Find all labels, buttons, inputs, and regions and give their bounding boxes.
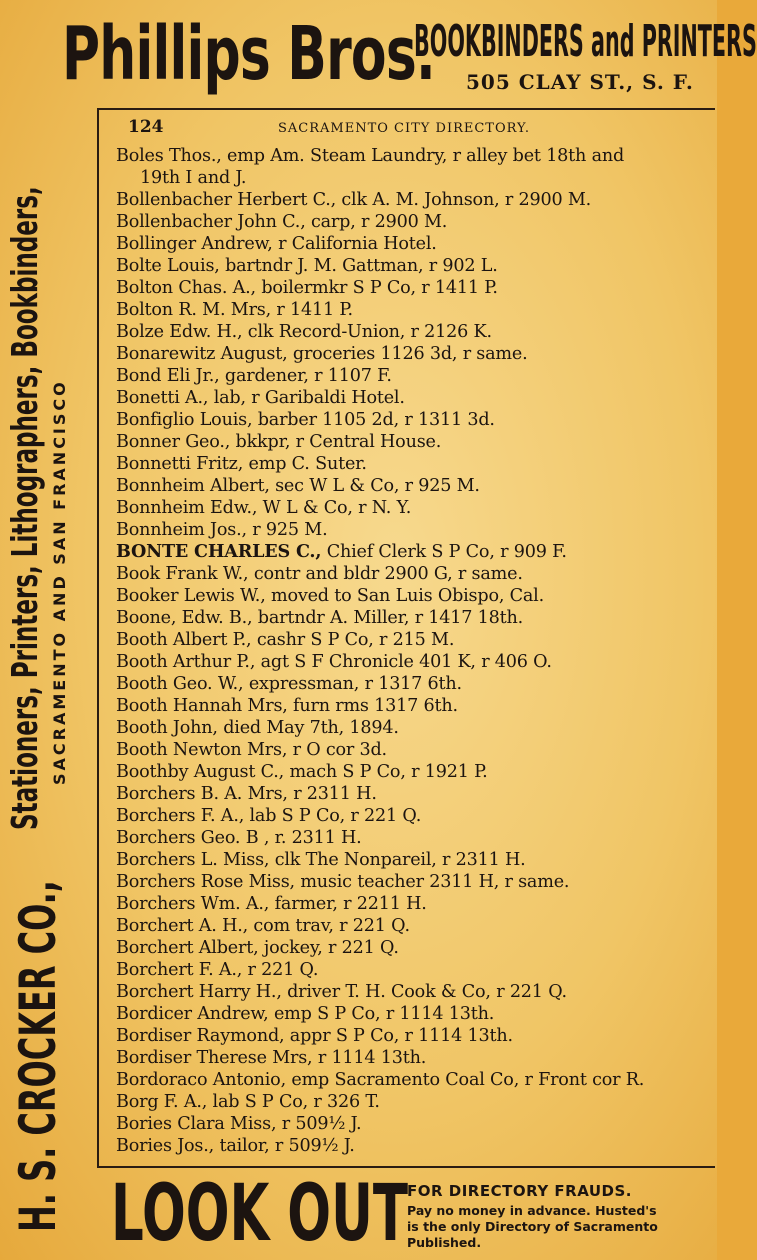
entry-text: Borchers B. A. Mrs, r 2311 H.	[116, 784, 377, 804]
directory-entry	[116, 827, 716, 849]
directory-entry	[116, 409, 716, 431]
entry-text: Bonarewitz August, groceries 1126 3d, r same.	[116, 344, 528, 364]
directory-entry	[116, 387, 716, 409]
entry-text: Bordoraco Antonio, emp Sacramento Coal Co, r Front cor R.	[116, 1070, 645, 1090]
entry-text: Borchers F. A., lab S P Co, r 221 Q.	[116, 806, 422, 826]
entry-name: BONTE CHARLES C.,	[116, 541, 322, 562]
top-advertisement	[0, 0, 757, 110]
side-advertisement	[0, 105, 92, 1240]
entry-text: Book Frank W., contr and bldr 2900 G, r same.	[116, 564, 523, 584]
entry-text: Boone, Edw. B., bartndr A. Miller, r 1417 18th.	[116, 608, 524, 628]
directory-entry	[116, 1135, 716, 1157]
directory-entry	[116, 1047, 716, 1069]
directory-entry	[116, 651, 716, 673]
trade-line: BOOKBINDERS and PRINTERS	[414, 16, 757, 67]
directory-entry	[116, 519, 716, 541]
entry-text: Borchers Rose Miss, music teacher 2311 H, r same.	[116, 872, 570, 892]
entry-text: Booth Geo. W., expressman, r 1317 6th.	[116, 674, 462, 694]
directory-entry	[116, 673, 716, 695]
entry-text: Booth Hannah Mrs, furn rms 1317 6th.	[116, 696, 458, 716]
directory-entry	[116, 145, 716, 167]
directory-entry	[116, 937, 716, 959]
directory-entry	[116, 981, 716, 1003]
entry-text: Bolton R. M. Mrs, r 1411 P.	[116, 300, 353, 320]
side-ad-company: H. S. CROCKER CO.,	[9, 880, 67, 1232]
entry-text: Bond Eli Jr., gardener, r 1107 F.	[116, 366, 392, 386]
entry-text: Bolte Louis, bartndr J. M. Gattman, r 902 L.	[116, 256, 498, 276]
entry-text: Chief Clerk S P Co, r 909 F.	[321, 542, 567, 562]
entry-text: Bollinger Andrew, r California Hotel.	[116, 234, 437, 254]
directory-entry	[116, 255, 716, 277]
entry-text: Borchert Albert, jockey, r 221 Q.	[116, 938, 399, 958]
directory-entry	[116, 431, 716, 453]
directory-entry	[116, 365, 716, 387]
entry-text: Bollenbacher Herbert C., clk A. M. Johnson, r 2900 M.	[116, 190, 592, 210]
entry-text: Borchert Harry H., driver T. H. Cook & Co, r 221 Q.	[116, 982, 567, 1002]
entry-text: Bories Jos., tailor, r 509½ J.	[116, 1136, 355, 1156]
entry-text: Bonnheim Jos., r 925 M.	[116, 520, 328, 540]
entry-text: Bollenbacher John C., carp, r 2900 M.	[116, 212, 448, 232]
entry-text: Bonetti A., lab, r Garibaldi Hotel.	[116, 388, 405, 408]
entry-text: Bonnetti Fritz, emp C. Suter.	[116, 454, 367, 474]
directory-entry	[116, 761, 716, 783]
side-ad-rotated	[0, 105, 92, 1240]
directory-entry	[116, 321, 716, 343]
directory-entry	[116, 541, 716, 563]
entry-text: Bolton Chas. A., boilermkr S P Co, r 1411 P.	[116, 278, 498, 298]
directory-entries	[116, 145, 716, 1157]
entry-text: Boles Thos., emp Am. Steam Laundry, r alley bet 18th and	[116, 146, 625, 166]
directory-entry	[116, 167, 716, 189]
entry-text: Booth Arthur P., agt S F Chronicle 401 K, r 406 O.	[116, 652, 552, 672]
directory-entry	[116, 563, 716, 585]
directory-entry	[116, 453, 716, 475]
directory-entry	[116, 783, 716, 805]
entry-text: Bordicer Andrew, emp S P Co, r 1114 13th.	[116, 1004, 495, 1024]
directory-entry	[116, 629, 716, 651]
entry-text: Booker Lewis W., moved to San Luis Obispo, Cal.	[116, 586, 544, 606]
entry-text: Booth John, died May 7th, 1894.	[116, 718, 399, 738]
entry-text: 19th I and J.	[140, 168, 247, 188]
entry-text: Borchers L. Miss, clk The Nonpareil, r 2311 H.	[116, 850, 526, 870]
bottom-advertisement	[97, 1166, 717, 1260]
entry-text: Booth Albert P., cashr S P Co, r 215 M.	[116, 630, 455, 650]
directory-entry	[116, 805, 716, 827]
directory-entry	[116, 189, 716, 211]
directory-entry	[116, 739, 716, 761]
entry-text: Borchert A. H., com trav, r 221 Q.	[116, 916, 410, 936]
side-ad-cities: SACRAMENTO AND SAN FRANCISCO	[50, 379, 69, 785]
entry-text: Bonnheim Edw., W L & Co, r N. Y.	[116, 498, 412, 518]
entry-text: Bolze Edw. H., clk Record-Union, r 2126 K.	[116, 322, 492, 342]
entry-text: Boothby August C., mach S P Co, r 1921 P.	[116, 762, 488, 782]
directory-entry	[116, 585, 716, 607]
entry-text: Bonfiglio Louis, barber 1105 2d, r 1311 3d.	[116, 410, 495, 430]
directory-entry	[116, 211, 716, 233]
directory-entry	[116, 475, 716, 497]
directory-entry	[116, 1069, 716, 1091]
directory-entry	[116, 893, 716, 915]
brand-name: Phillips Bros.	[62, 11, 435, 97]
entry-text: Bonnheim Albert, sec W L & Co, r 925 M.	[116, 476, 480, 496]
entry-text: Borchers Wm. A., farmer, r 2211 H.	[116, 894, 427, 914]
directory-entry	[116, 1025, 716, 1047]
fraud-line-1: Pay no money in advance. Husted's	[407, 1203, 657, 1218]
entry-text: Borg F. A., lab S P Co, r 326 T.	[116, 1092, 380, 1112]
directory-entry	[116, 497, 716, 519]
directory-entry	[116, 343, 716, 365]
directory-entry	[116, 233, 716, 255]
directory-entry	[116, 607, 716, 629]
directory-entry	[116, 1113, 716, 1135]
directory-entry	[116, 849, 716, 871]
fraud-line-3: Published.	[407, 1235, 482, 1250]
entry-text: Borchers Geo. B , r. 2311 H.	[116, 828, 362, 848]
directory-entry	[116, 915, 716, 937]
directory-entry	[116, 277, 716, 299]
fraud-title: FOR DIRECTORY FRAUDS.	[407, 1182, 632, 1200]
entry-text: Bories Clara Miss, r 509½ J.	[116, 1114, 362, 1134]
entry-text: Bordiser Raymond, appr S P Co, r 1114 13th.	[116, 1026, 513, 1046]
directory-entry	[116, 1091, 716, 1113]
side-ad-services: Stationers, Printers, Lithographers, Bookbinders,	[5, 186, 46, 830]
fraud-line-2: is the only Directory of Sacramento	[407, 1219, 658, 1234]
entry-text: Booth Newton Mrs, r O cor 3d.	[116, 740, 387, 760]
page-number: 124	[128, 117, 164, 137]
directory-entry	[116, 695, 716, 717]
directory-entry	[116, 1003, 716, 1025]
entry-text: Bordiser Therese Mrs, r 1114 13th.	[116, 1048, 427, 1068]
directory-entry	[116, 717, 716, 739]
directory-entry	[116, 959, 716, 981]
entry-text: Borchert F. A., r 221 Q.	[116, 960, 319, 980]
address-line: 505 CLAY ST., S. F.	[466, 70, 694, 94]
running-title: SACRAMENTO CITY DIRECTORY.	[278, 121, 531, 136]
directory-entry	[116, 299, 716, 321]
entry-text: Bonner Geo., bkkpr, r Central House.	[116, 432, 442, 452]
lookout-headline: LOOK OUT	[111, 1169, 408, 1259]
directory-entry	[116, 871, 716, 893]
